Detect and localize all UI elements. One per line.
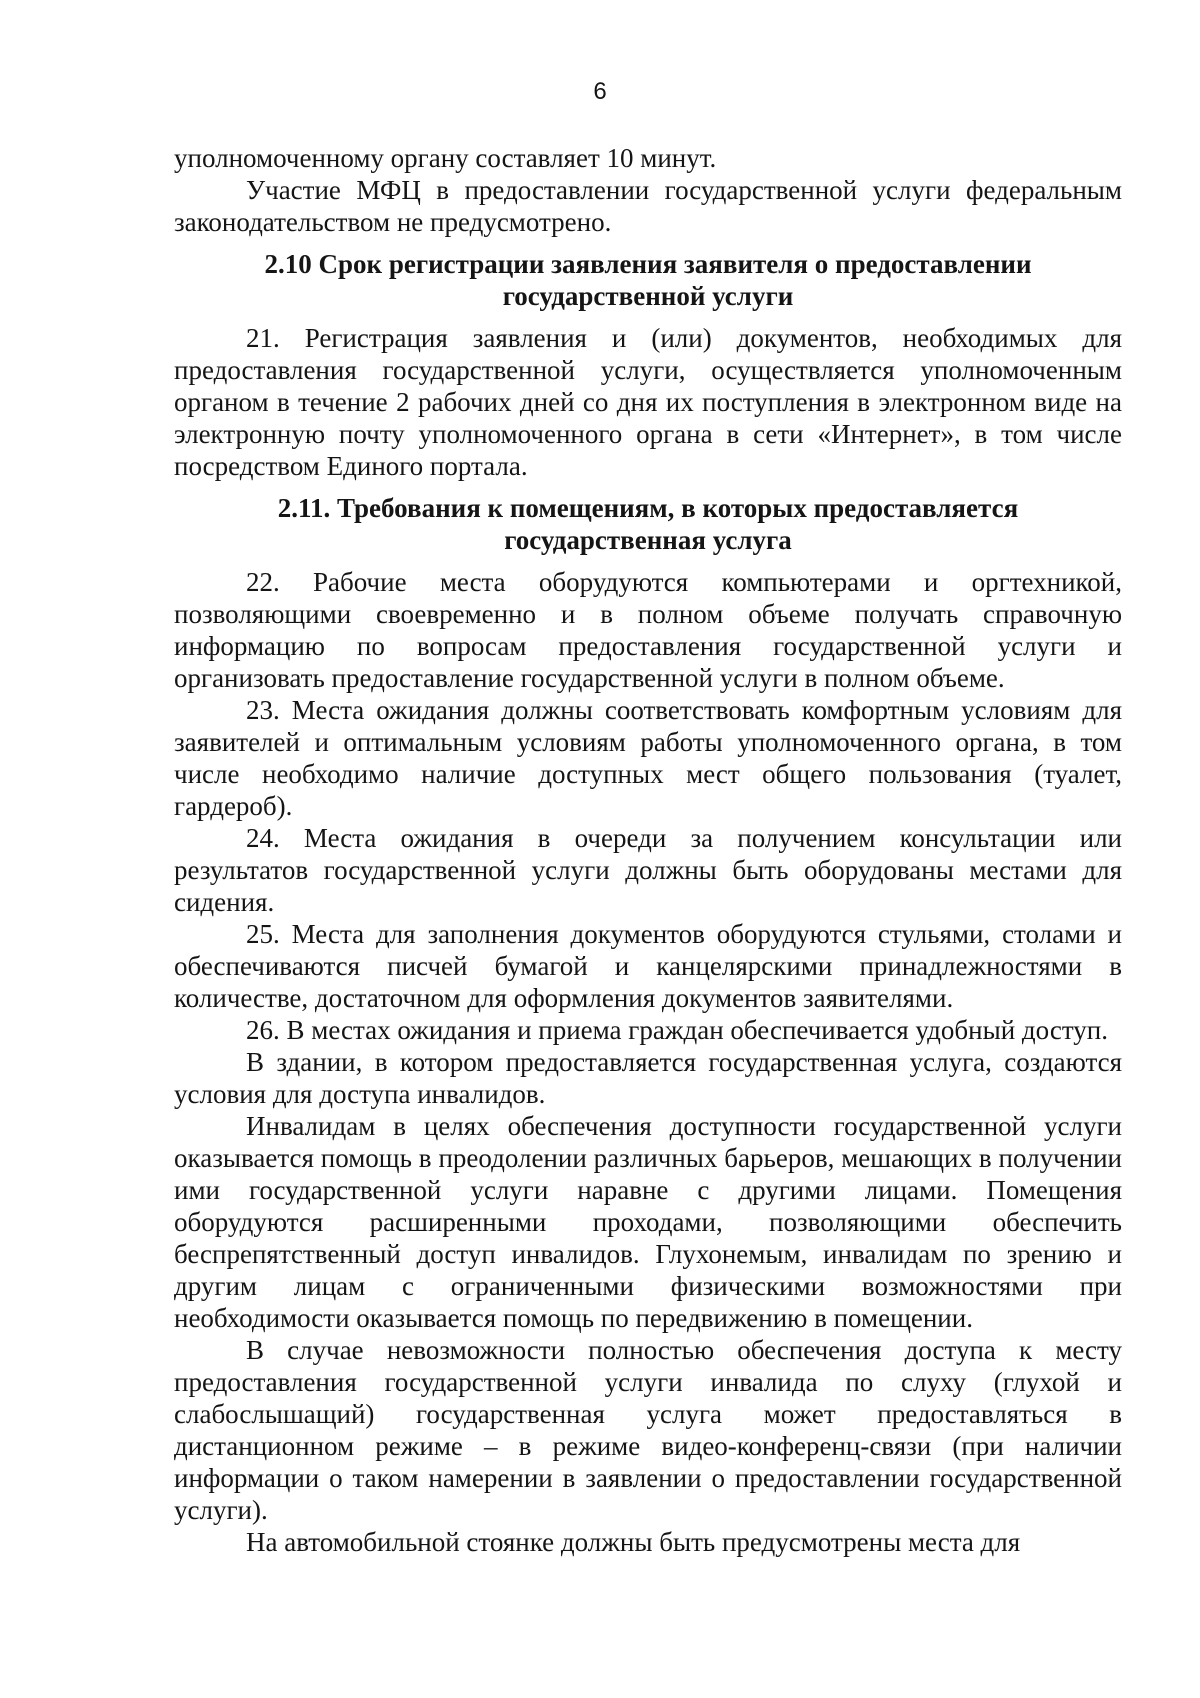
section-heading-2-11-line1: 2.11. Требования к помещениям, в которых предоставляется: [277, 493, 1019, 523]
section-heading-2-11-line2: государственная услуга: [504, 525, 792, 555]
page-number: 6: [593, 78, 607, 105]
paragraph-22: 22. Рабочие места оборудуются компьютерами и оргтехникой, позволяющими своевременно и в полном объеме получать справочную информацию по вопросам предоставления государственной услуги и организовать предоставление государственной услуги в полном объеме.: [174, 567, 1122, 693]
paragraph-26-building: В здании, в котором предоставляется государственная услуга, создаются условия для доступа инвалидов.: [174, 1047, 1122, 1109]
paragraph-26-parking: На автомобильной стоянке должны быть предусмотрены места для: [246, 1527, 1021, 1557]
paragraph-23: 23. Места ожидания должны соответствовать комфортным условиям для заявителей и оптимальным условиям работы уполномоченного органа, в том числе необходимо наличие доступных мест общего пользования (туалет, гардероб).: [174, 695, 1122, 821]
section-heading-2-10-line2: государственной услуги: [502, 281, 794, 311]
section-heading-2-10: [174, 248, 1122, 312]
paragraph-continuation: уполномоченному органу составляет 10 минут.: [174, 143, 717, 173]
paragraph-26-assistance: Инвалидам в целях обеспечения доступности государственной услуги оказывается помощь в преодолении различных барьеров, мешающих в получении ими государственной услуги наравне с другими лицами. Помещения оборудуются расширенными проходами, позволяющими обеспечить беспрепятственный доступ инвалидов. Глухонемым, инвалидам по зрению и другим лицам с ограниченными физическими возможностями при необходимости оказывается помощь по передвижению в помещении.: [174, 1111, 1122, 1333]
paragraph-mfc-participation: Участие МФЦ в предоставлении государственной услуги федеральным законодательством не предусмотрено.: [174, 175, 1122, 237]
document-body: [174, 142, 1122, 1558]
paragraph-21: 21. Регистрация заявления и (или) документов, необходимых для предоставления государственной услуги, осуществляется уполномоченным органом в течение 2 рабочих дней со дня их поступления в электронном виде на электронную почту уполномоченного органа в сети «Интернет», в том числе посредством Единого портала.: [174, 323, 1122, 481]
paragraph-26-remote: В случае невозможности полностью обеспечения доступа к месту предоставления государственной услуги инвалида по слуху (глухой и слабослышащий) государственная услуга может предоставляться в дистанционном режиме – в режиме видео-конференц-связи (при наличии информации о таком намерении в заявлении о предоставлении государственной услуги).: [174, 1335, 1122, 1525]
paragraph-24: 24. Места ожидания в очереди за получением консультации или результатов государственной услуги должны быть оборудованы местами для сидения.: [174, 823, 1122, 917]
paragraph-25: 25. Места для заполнения документов оборудуются стульями, столами и обеспечиваются писчей бумагой и канцелярскими принадлежностями в количестве, достаточном для оформления документов заявителями.: [174, 919, 1122, 1013]
section-heading-2-10-line1: 2.10 Срок регистрации заявления заявителя о предоставлении: [264, 249, 1032, 279]
paragraph-26: 26. В местах ожидания и приема граждан обеспечивается удобный доступ.: [246, 1015, 1108, 1045]
section-heading-2-11: [174, 492, 1122, 556]
